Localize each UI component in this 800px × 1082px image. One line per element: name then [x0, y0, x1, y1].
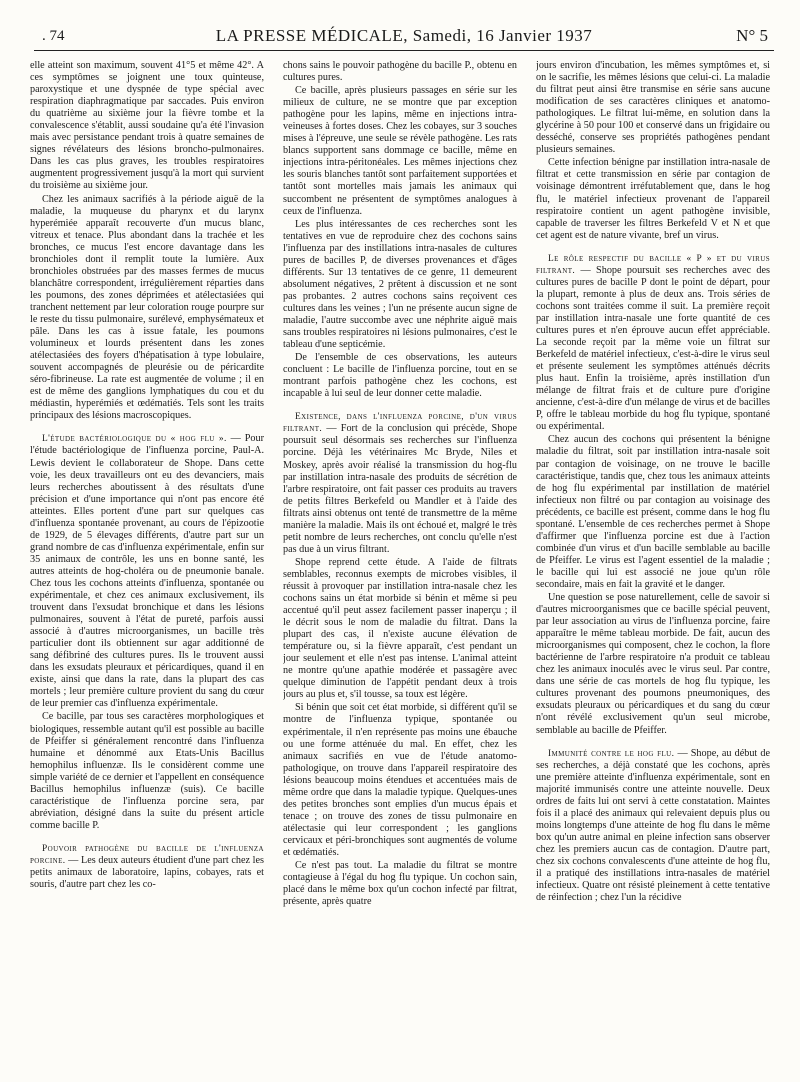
paragraph: Si bénin que soit cet état morbide, si différent qu'il se montre de l'influenza typique, spontanée ou expérimentale, il n'en représente pas moins une ébauche ou une forme atténuée du mal. En effet, chez les animaux sacrifiés en vue de l'étude anatomo-pathologique, on trouve dans l'appareil respiratoire des lésions beaucoup moins étendues et accentuées mais de même ordre que dans la maladie typique. Quelques-unes des petites bronches sont emplies d'un mucus épais et tenace ; on trouve des zones de tissu pulmonaire en atélectasie qui leur correspondent ; les ganglions cervicaux et péri-bronchiques sont augmentés de volume et œdématiés.	[283, 702, 517, 858]
section-heading: Immunité contre le hog flu.	[548, 748, 675, 759]
paragraph-text: — Pour l'étude bactériologique de l'influenza porcine, Paul-A. Lewis devient le collaborateur de Shope. Dans cette voie, les deux travailleurs ont eu des devanciers, mais leurs recherches aboutissent à des résultats d'une précision et d'une importance qui n'ont pas encore été atteintes. Elles portent d'une part sur quelques cas d'influenza spontanée provenant, au cours de l'épizootie de 1929, de 5 élevages différents, d'autre part sur un grand nombre de cas d'influenza expérimentale, enfin sur 35 animaux de contrôle, les uns en bonne santé, les autres atteints de hog-choléra ou de pneumonie banale. Chez tous les cochons atteints d'influenza, spontanée ou expérimentale, et chez ces animaux exclusivement, ils trouvent dans l'exsudat bronchique et dans les lésions pulmonaires, souvent à l'état de pureté, parfois aussi associé à d'autres microorganismes, un bacille très particulier dont ils obtiennent sur agar additionné de sang défibriné des cultures pures. Ils le trouvent aussi dans les exsudats pleuraux et péricardiques, quand il en existe, ainsi que dans la rate, dans la plupart des cas mortels ; leur première culture provient du sang du cœur de leur premier cas d'influenza expérimentale.	[30, 433, 264, 710]
section-paragraph	[536, 748, 770, 905]
paragraph: elle atteint son maximum, souvent 41°5 et même 42°. A ces symptômes se joignent une toux quinteuse, paroxystique et une dyspnée de type spécial avec respiration diaphragmatique par saccades. Puis environ du quatrième au sixième jour la fièvre tombe et la convalescence s'établit, aussi soudaine qu'a été l'invasion mais avec persistance pendant trois à quatre semaines de signes révélateurs des lésions broncho-pulmonaires. Dans les cas plus graves, les troubles respiratoires augmentent progressivement jusqu'à la mort qui survient du troisième au sixième jour.	[30, 60, 264, 192]
section-heading: Existence, dans l'influenza porcine, d'un virus filtrant.	[283, 412, 517, 435]
paragraph: Shope reprend cette étude. A l'aide de filtrats semblables, reconnus exempts de microbes visibles, il réussit à provoquer par instillation intra-nasale chez les cochons sains un état morbide si bénin et même si peu accentué qu'il peut assez facilement passer inaperçu ; il le décrit sous le nom de maladie du filtrat. Dans la plupart des cas, il n'existe aucune élévation de température ou, si la fièvre apparaît, c'est pendant un jour seulement et elle n'est pas intense. L'animal atteint ne montre qu'une apathie modérée et passagère avec quelque diminution de l'appétit pendant deux à trois jours au plus et, s'il tousse, sa toux est légère.	[283, 556, 517, 701]
column-1	[30, 60, 264, 1076]
paragraph: jours environ d'incubation, les mêmes symptômes et, si on le sacrifie, les mêmes lésions que celui-ci. La maladie du filtrat peut ainsi être transmise en série sans aucune modification de ses caractères cliniques et anatomo-pathologiques. Le filtrat lui-même, en solution dans la glycérine à 50 pour 100 et conservé dans un frigidaire ou desséché, conserve ses propriétés pathogènes pendant plusieurs semaines.	[536, 60, 770, 156]
section-paragraph	[30, 433, 264, 710]
paragraph: Ce bacille, après plusieurs passages en série sur les milieux de culture, ne se montre que par exception pathogène pour les lapins, même en injections intra-veineuses à fortes doses. Chez les cobayes, sur 3 souches mises à l'épreuve, une seule se révèle pathogène. Les rats blancs supportent sans dommage ce bacille, même en injections intra-péritonéales. Les mêmes injections chez les souris blanches tantôt sont parfaitement supportées et tantôt sont mortelles mais jamais les animaux qui succombent ne présentent de symptômes analogues à ceux de l'influenza.	[283, 85, 517, 217]
paragraph: chons sains le pouvoir pathogène du bacille P., obtenu en cultures pures.	[283, 60, 517, 84]
paragraph: Une question se pose naturellement, celle de savoir si d'autres microorganismes que ce bacille spécial peuvent, par leur association au virus de l'influenza porcine, faire apparaître le même tableau morbide. De fait, aucun des microorganismes qui composent, chez le cochon, la flore bactérienne de l'arbre respiratoire n'a produit ce tableau chez les animaux inoculés avec le virus seul. Par contre, dans une série de cas mortels de hog flu typique, les cultures provenant des poumons pneumoniques, des exsudats pleuraux ou péricardiques et du sang du cœur n'ont révélé exclusivement qu'un seul microbe, semblable au bacille de Pfeiffer.	[536, 592, 770, 736]
section-heading: Pouvoir pathogène du bacille de l'influenza porcine.	[30, 843, 264, 866]
paragraph-text: — Shope, au début de ses recherches, a déjà constaté que les cochons, après une première atteinte d'influenza expérimentale, sont en majorité immunisés contre une atteinte nouvelle. Deux ordres de faits lui ont servi à cette constatation. Maintes fois il a placé des animaux qui relevaient depuis plus ou moins longtemps d'une atteinte de hog flu dans le même box qu'un autre animal en pleine infection sans observer chez les premiers aucun cas de contagion. D'autre part, chez six cochons convalescents d'une atteinte de hog flu, il a pratiqué des instillations intra-nasales de matériel infectieux. Quatre ont résisté pleinement à cette tentative de réinfection ; chez l'un la récidive	[536, 747, 770, 904]
paragraph: Cette infection bénigne par instillation intra-nasale de filtrat et cette transmission en série par contagion de voisinage démontrent irréfutablement que, dans le hog flu, le matériel infectieux provenant de l'appareil respiratoire contient un agent pathogène invisible, capable de traverser les filtres Berkefeld V et N et que cet agent est de nature vivante, bref un virus.	[536, 157, 770, 241]
paragraph: Les plus intéressantes de ces recherches sont les tentatives en vue de reproduire chez des cochons sains l'influenza par des instillations intra-nasales de cultures pures de bacilles P, de diverses provenances et d'âges différents. Sur 13 tentatives de ce genre, 11 demeurent absolument négatives, 2 prêtent à discussion et ne sont pas probantes. 2 autres cochons sains reçoivent ces cultures dans les veines ; l'un ne présente aucun signe de maladie, l'autre succombe avec une néphrite aiguë mais sans troubles respiratoires ni lésions pulmonaires, c'est le tableau d'une septicémie.	[283, 218, 517, 351]
page-header	[34, 24, 774, 51]
journal-title: LA PRESSE MÉDICALE, Samedi, 16 Janvier 1937	[215, 26, 593, 45]
paragraph-text: — Shope poursuit ses recherches avec des cultures pures de bacille P dont le point de départ, pour la plupart, remonte à plus de deux ans. Trois séries de cochons sont traitées comme il suit. La première reçoit par instillation intra-nasale une forte quantité de ces cultures pures et n'en éprouve aucun effet appréciable. La seconde reçoit par la même voie un filtrat sur Berkefeld de matériel infectieux, c'est-à-dire le virus seul et présente seulement les symptômes atténués décrits plus haut. Enfin la troisième, après instillation d'un mélange de filtrat frais et de culture pure d'origine ancienne, c'est-à-dire d'un mélange de virus et de bacilles P, offre le tableau morbide du hog flu typique, spontané ou expérimental.	[536, 264, 770, 433]
issue-number: N° 5	[736, 26, 768, 45]
paragraph: Ce bacille, par tous ses caractères morphologiques et biologiques, ressemble autant qu'il est possible au bacille de Pfeiffer si généralement rencontré dans l'influenza humaine et dénommé aux Etats-Unis Bacillus hemophilus influenzæ. Ils le considèrent comme une simple variété de ce dernier et l'appellent en conséquence Bacillus hemophilus influenzæ (suis). Ce bacille caractéristique de l'influenza porcine sera, par abréviation, désigné dans la suite du présent article comme bacille P.	[30, 711, 264, 831]
paragraph: Chez les animaux sacrifiés à la période aiguë de la maladie, la muqueuse du pharynx et du larynx hyperémiée apparaît recouverte d'un mucus blanc, vitreux et tenace. Plus abondant dans la trachée et les bronches, ce mucus l'est encore davantage dans les bronchioles dont il remplit toute la lumière. Aux bronchioles obstruées par des masses fermes de mucus blanchâtre correspondent, irrégulièrement réparties dans les poumons, des zones déprimées et atélectasiées qui tranchent nettement par leur coloration rouge pourpre sur le reste du tissu pulmonaire, surélevé, emphysémateux et pâle. Dans les cas à issue fatale, les poumons volumineux et lourds présentent dans les zones atélectasiées des foyers d'hépatisation à type lobulaire, souvent accompagnés de pleurésie ou de péricardite séro-fibrineuse. La rate est augmentée de volume ; il en est de même des ganglions lymphatiques du cou et du médiastin, hyperémiés et œdématiés. Tels sont les traits principaux des lésions macroscopiques.	[30, 193, 264, 422]
paragraph-text: — Les deux auteurs étudient d'une part chez les petits animaux de laboratoire, lapins, cobayes, rats et souris, d'autre part chez les co-	[30, 855, 264, 891]
section-heading: Le rôle respectif du bacille « P » et du virus filtrant.	[536, 253, 770, 276]
paragraph: Chez aucun des cochons qui présentent la bénigne maladie du filtrat, soit par instillation intra-nasale soit par contagion de voisinage, on ne trouve le bacille caractéristique, tandis que, chez tous les animaux atteints de hog flu expérimental par instillation de matériel infectieux non filtré ou par contagion au voisinage des précédents, ce bacille est présent, comme dans le hog flu spontané. L'ensemble de ces recherches permet à Shope d'affirmer que l'influenza porcine est due à l'action combinée d'un virus et d'un bacille semblable au bacille de Pfeiffer. Le virus est l'agent essentiel de la maladie ; le bacille qui lui est associé ne joue qu'un rôle secondaire, mais en fait la gravité et le danger.	[536, 434, 770, 590]
paragraph: Ce n'est pas tout. La maladie du filtrat se montre contagieuse à l'égal du hog flu typique. Un cochon sain, placé dans le même box qu'un cochon infecté par filtrat, présente, après quatre	[283, 860, 517, 908]
section-paragraph	[283, 411, 517, 556]
column-2	[283, 60, 517, 1076]
section-paragraph	[30, 843, 264, 891]
column-3	[536, 60, 770, 1076]
paragraph-text: — Fort de la conclusion qui précède, Shope poursuit seul désormais ses recherches sur l'influenza porcine. Déjà les vétérinaires Mc Bryde, Niles et Moskey, après avoir réalisé la transmission du hog-flu par instillation intra-nasale des produits de sécrétion de l'arbre respiratoire, ont fait passer ces produits au travers de petits filtres Berkefeld ou Mandler et à l'aide des filtrats ainsi obtenus ont tenté de transmettre de la même manière la maladie. Mais ils ont échoué et, malgré le très petit nombre de leurs recherches, ont conclu qu'elle n'est pas due à un virus filtrant.	[283, 423, 517, 555]
section-paragraph	[536, 253, 770, 434]
section-heading: L'étude bactériologique du « hog flu ».	[42, 434, 227, 445]
paragraph: De l'ensemble de ces observations, les auteurs concluent : Le bacille de l'influenza porcine, tout en se montrant parfois pathogène chez les cochons, est incapable à lui seul de leur donner cette maladie.	[283, 352, 517, 400]
page-number: . 74	[42, 28, 65, 44]
